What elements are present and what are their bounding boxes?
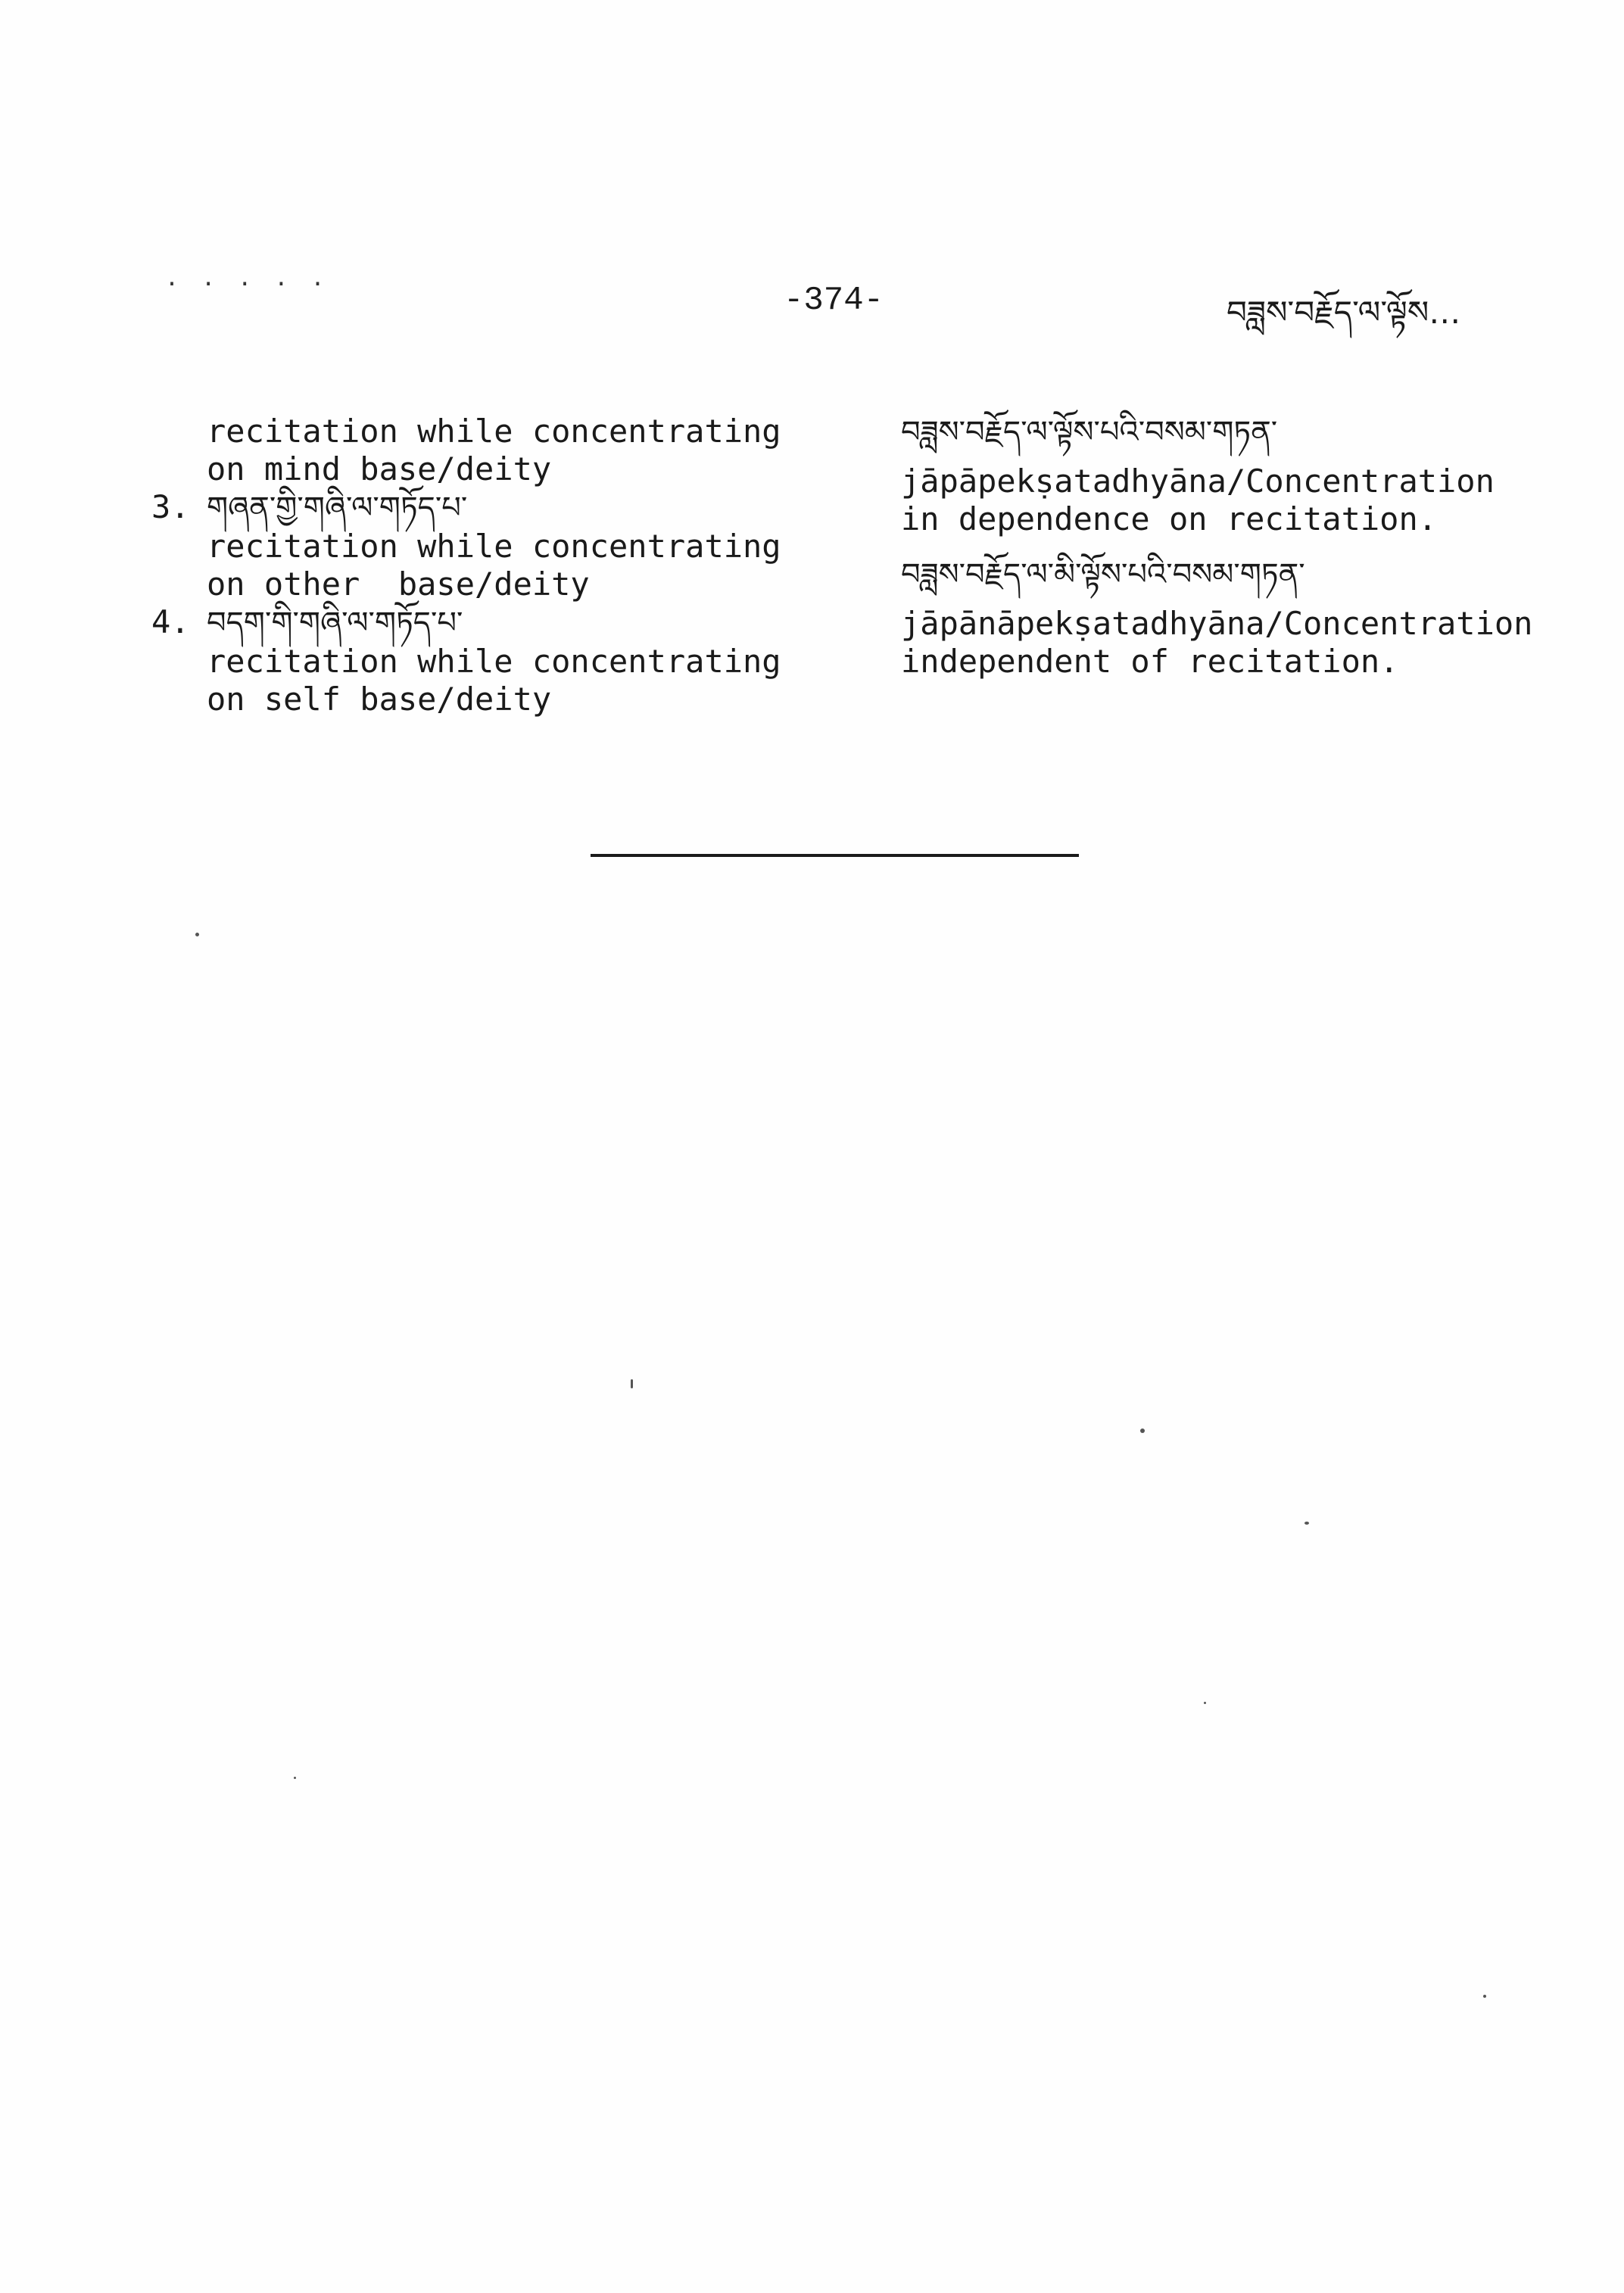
entry-number: 3. [151,488,190,525]
left-column [151,413,818,718]
entry-tibetan: བཟླས་བརྗོད་ལ་མི་ལྟོས་པའི་བསམ་གཏན་ [901,557,1305,592]
right-entry [901,413,1582,538]
scan-speck [1483,1995,1486,1998]
entry-gloss-line-1: recitation while concentrating [207,643,781,680]
entry-gloss-line-1: jāpāpekṣatadhyāna/Concentration [901,463,1495,500]
page-number: -374- [784,282,884,319]
header-ellipsis: . . . . . [165,265,329,291]
entry-4-heading [151,603,818,643]
scan-speck [195,933,199,936]
scan-speck [294,1777,296,1779]
intro-gloss-line-1: recitation while concentrating [207,413,781,450]
right-column [901,413,1582,697]
entry-gloss-line-2: independent of recitation. [901,643,1399,680]
entry-gloss-line-2: on other base/deity [207,565,590,603]
entry-3-heading [151,488,818,528]
entry-gloss-line-2: on self base/deity [207,681,552,718]
entry-number: 4. [151,603,190,640]
entry-tibetan: གཞན་གྱི་གཞི་ལ་གཏོད་པ་ [207,491,468,525]
scan-speck [631,1379,633,1388]
entry-gloss-line-1: jāpānāpekṣatadhyāna/Concentration [901,605,1533,642]
running-head: བཟླས་བརྗོད་ལ་ལྟོས… [1227,294,1461,331]
intro-gloss-line-2: on mind base/deity [207,450,552,488]
entry-gloss-line-2: in dependence on recitation. [901,500,1438,537]
entry-tibetan: བཟླས་བརྗོད་ལ་ལྟོས་པའི་བསམ་གཏན་ [901,415,1278,450]
scan-speck [1140,1428,1145,1433]
scan-speck [1304,1522,1309,1525]
section-divider-rule [591,854,1079,857]
entry-gloss-line-1: recitation while concentrating [207,528,781,565]
right-entry [901,555,1582,681]
scan-speck [1204,1702,1206,1704]
entry-tibetan: བདག་གི་གཞི་ལ་གཏོད་པ་ [207,606,463,640]
